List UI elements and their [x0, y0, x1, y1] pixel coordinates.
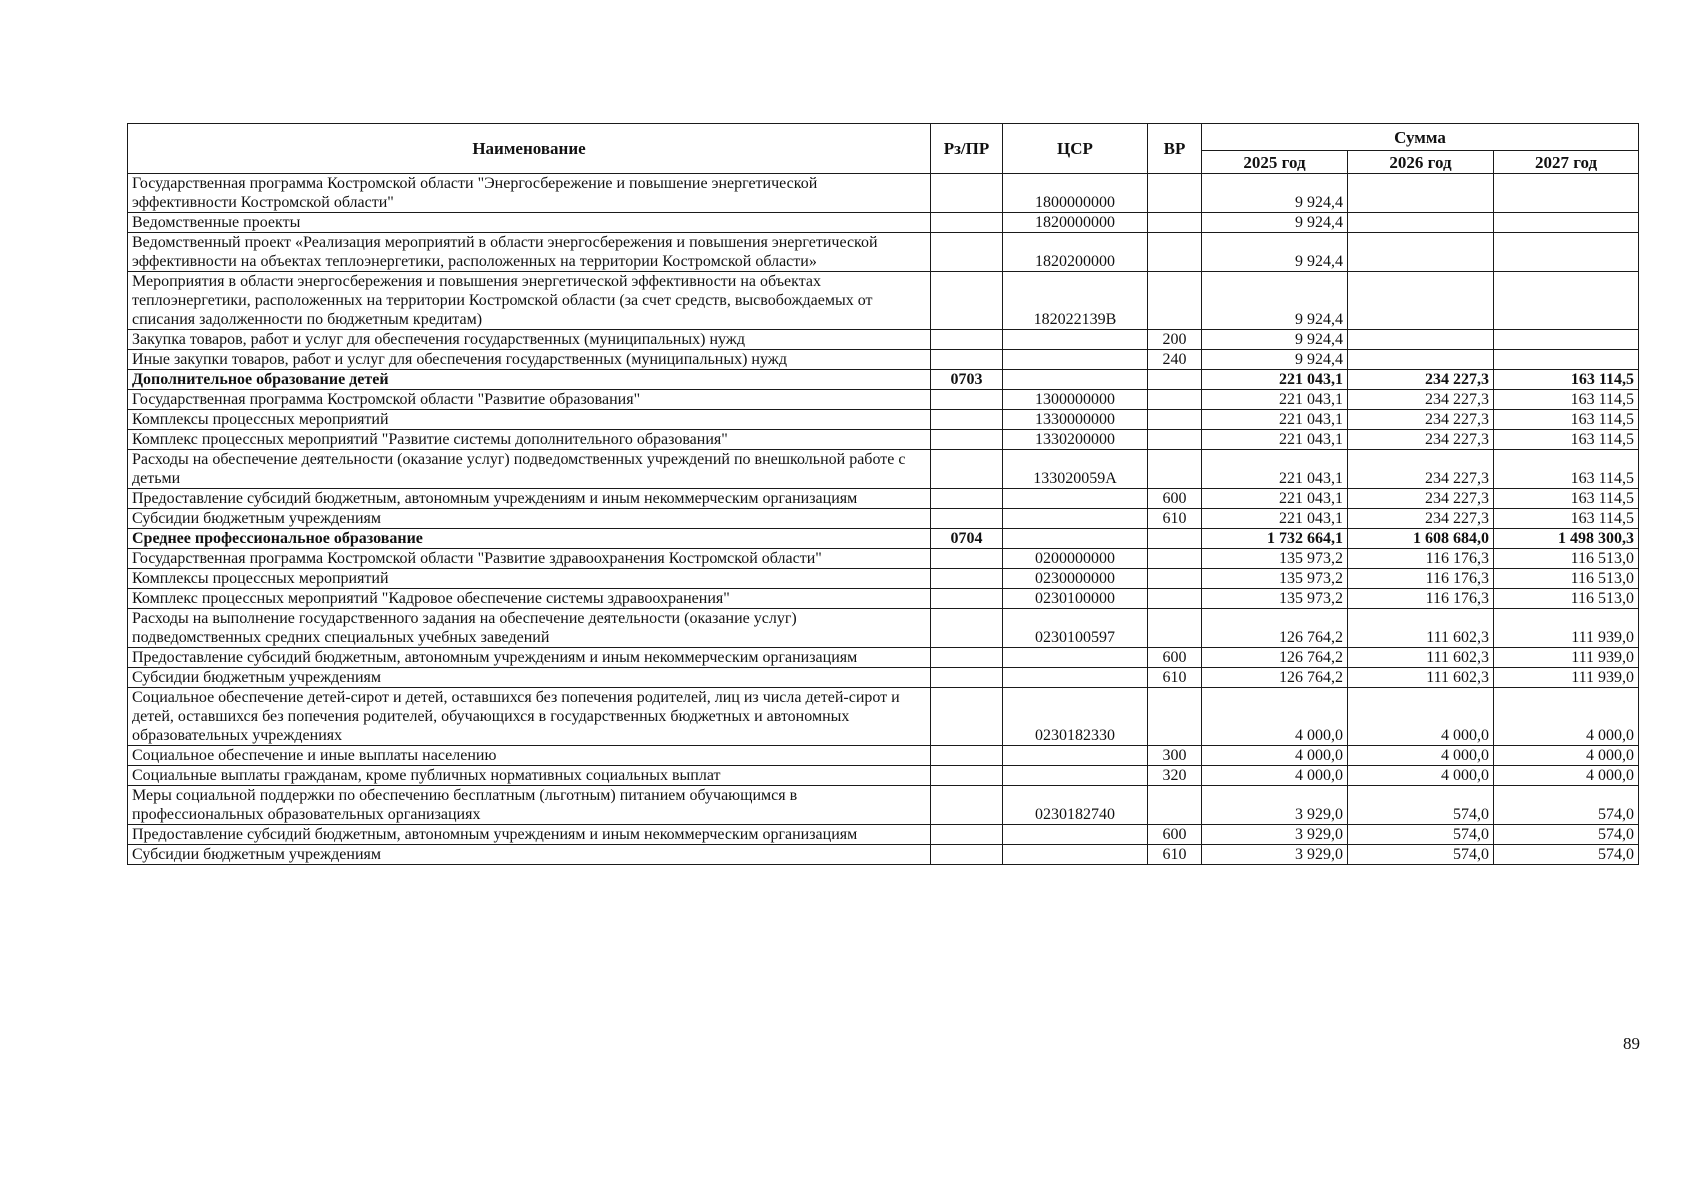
cell-name: Комплекс процессных мероприятий "Развитие системы дополнительного образования" — [128, 430, 931, 450]
cell-vr: 600 — [1148, 825, 1202, 845]
table-header — [128, 124, 1639, 174]
cell-2025: 221 043,1 — [1202, 509, 1348, 529]
cell-2026: 4 000,0 — [1348, 688, 1494, 746]
cell-2027: 116 513,0 — [1494, 549, 1639, 569]
cell-2025: 4 000,0 — [1202, 766, 1348, 786]
cell-2027: 4 000,0 — [1494, 766, 1639, 786]
cell-name: Субсидии бюджетным учреждениям — [128, 845, 931, 865]
cell-csr: 133020059А — [1003, 450, 1148, 489]
cell-2027 — [1494, 330, 1639, 350]
cell-vr — [1148, 233, 1202, 272]
cell-vr — [1148, 569, 1202, 589]
cell-2026: 1 608 684,0 — [1348, 529, 1494, 549]
cell-2026: 111 602,3 — [1348, 648, 1494, 668]
table-row — [128, 509, 1639, 529]
cell-rzpr — [931, 390, 1003, 410]
cell-rzpr — [931, 668, 1003, 688]
cell-2026 — [1348, 350, 1494, 370]
cell-2025: 9 924,4 — [1202, 174, 1348, 213]
cell-rzpr — [931, 489, 1003, 509]
table-row — [128, 272, 1639, 330]
cell-2025: 126 764,2 — [1202, 648, 1348, 668]
cell-2026: 574,0 — [1348, 786, 1494, 825]
cell-csr — [1003, 766, 1148, 786]
cell-rzpr — [931, 509, 1003, 529]
cell-2027 — [1494, 213, 1639, 233]
cell-name: Предоставление субсидий бюджетным, автономным учреждениям и иным некоммерческим организациям — [128, 489, 931, 509]
cell-2025: 135 973,2 — [1202, 569, 1348, 589]
cell-2027: 574,0 — [1494, 845, 1639, 865]
cell-rzpr: 0704 — [931, 529, 1003, 549]
cell-2027: 163 114,5 — [1494, 489, 1639, 509]
cell-name: Иные закупки товаров, работ и услуг для обеспечения государственных (муниципальных) нужд — [128, 350, 931, 370]
cell-2027 — [1494, 350, 1639, 370]
table-row — [128, 668, 1639, 688]
cell-2025: 9 924,4 — [1202, 233, 1348, 272]
cell-rzpr — [931, 272, 1003, 330]
cell-rzpr — [931, 450, 1003, 489]
cell-vr — [1148, 589, 1202, 609]
cell-csr: 1330200000 — [1003, 430, 1148, 450]
cell-2025: 9 924,4 — [1202, 350, 1348, 370]
cell-2026: 116 176,3 — [1348, 569, 1494, 589]
table-row — [128, 489, 1639, 509]
cell-2026 — [1348, 213, 1494, 233]
table-row — [128, 370, 1639, 390]
cell-2027 — [1494, 272, 1639, 330]
table-row — [128, 350, 1639, 370]
cell-vr: 600 — [1148, 489, 1202, 509]
cell-csr: 0230182740 — [1003, 786, 1148, 825]
cell-vr — [1148, 370, 1202, 390]
cell-name: Расходы на обеспечение деятельности (оказание услуг) подведомственных учреждений по внешкольной работе с детьми — [128, 450, 931, 489]
header-name: Наименование — [128, 124, 931, 174]
header-csr: ЦСР — [1003, 124, 1148, 174]
cell-2025: 3 929,0 — [1202, 825, 1348, 845]
cell-csr: 0230100597 — [1003, 609, 1148, 648]
cell-csr: 1820200000 — [1003, 233, 1148, 272]
cell-csr: 0200000000 — [1003, 549, 1148, 569]
cell-2026 — [1348, 233, 1494, 272]
cell-csr: 1800000000 — [1003, 174, 1148, 213]
cell-2025: 4 000,0 — [1202, 746, 1348, 766]
cell-name: Предоставление субсидий бюджетным, автономным учреждениям и иным некоммерческим организациям — [128, 648, 931, 668]
cell-2027: 4 000,0 — [1494, 746, 1639, 766]
header-vr: ВР — [1148, 124, 1202, 174]
table-row — [128, 845, 1639, 865]
cell-vr — [1148, 688, 1202, 746]
header-year-2027: 2027 год — [1494, 151, 1639, 174]
cell-name: Комплекс процессных мероприятий "Кадровое обеспечение системы здравоохранения" — [128, 589, 931, 609]
cell-rzpr — [931, 430, 1003, 450]
cell-2026: 234 227,3 — [1348, 410, 1494, 430]
cell-2026: 234 227,3 — [1348, 430, 1494, 450]
table-row — [128, 213, 1639, 233]
cell-csr — [1003, 370, 1148, 390]
cell-csr — [1003, 825, 1148, 845]
cell-vr — [1148, 609, 1202, 648]
cell-csr — [1003, 330, 1148, 350]
cell-name: Предоставление субсидий бюджетным, автономным учреждениям и иным некоммерческим организациям — [128, 825, 931, 845]
cell-2025: 126 764,2 — [1202, 668, 1348, 688]
cell-rzpr — [931, 688, 1003, 746]
cell-rzpr — [931, 330, 1003, 350]
cell-csr: 0230000000 — [1003, 569, 1148, 589]
cell-csr — [1003, 529, 1148, 549]
cell-name: Государственная программа Костромской области "Развитие образования" — [128, 390, 931, 410]
cell-rzpr — [931, 174, 1003, 213]
cell-2027: 116 513,0 — [1494, 569, 1639, 589]
cell-name: Субсидии бюджетным учреждениям — [128, 509, 931, 529]
cell-2025: 9 924,4 — [1202, 330, 1348, 350]
table-row — [128, 688, 1639, 746]
cell-2025: 3 929,0 — [1202, 845, 1348, 865]
cell-rzpr — [931, 350, 1003, 370]
cell-2027: 574,0 — [1494, 825, 1639, 845]
cell-csr: 1820000000 — [1003, 213, 1148, 233]
cell-vr — [1148, 529, 1202, 549]
cell-2025: 221 043,1 — [1202, 410, 1348, 430]
cell-2027: 574,0 — [1494, 786, 1639, 825]
cell-2026: 116 176,3 — [1348, 549, 1494, 569]
table-row — [128, 825, 1639, 845]
table-row — [128, 450, 1639, 489]
cell-2025: 126 764,2 — [1202, 609, 1348, 648]
cell-csr — [1003, 845, 1148, 865]
cell-name: Расходы на выполнение государственного задания на обеспечение деятельности (оказание услуг) подведомственных средних специальных учебных заведений — [128, 609, 931, 648]
cell-2025: 9 924,4 — [1202, 213, 1348, 233]
cell-vr — [1148, 272, 1202, 330]
cell-2025: 1 732 664,1 — [1202, 529, 1348, 549]
cell-2026: 234 227,3 — [1348, 509, 1494, 529]
cell-2027: 163 114,5 — [1494, 370, 1639, 390]
cell-2025: 9 924,4 — [1202, 272, 1348, 330]
cell-rzpr — [931, 213, 1003, 233]
cell-vr: 610 — [1148, 668, 1202, 688]
cell-2026 — [1348, 330, 1494, 350]
table-body — [128, 174, 1639, 865]
cell-csr: 182022139В — [1003, 272, 1148, 330]
cell-csr — [1003, 648, 1148, 668]
header-sum: Сумма — [1202, 124, 1639, 151]
cell-name: Государственная программа Костромской области "Энергосбережение и повышение энергетической эффективности Костромской области" — [128, 174, 931, 213]
cell-rzpr — [931, 746, 1003, 766]
table-row — [128, 410, 1639, 430]
cell-2027: 111 939,0 — [1494, 668, 1639, 688]
cell-vr — [1148, 213, 1202, 233]
cell-name: Социальное обеспечение детей-сирот и детей, оставшихся без попечения родителей, лиц из числа детей-сирот и детей, оставшихся без попечения родителей, обучающихся в государственных бюджетных и автономных образовательных учреждениях — [128, 688, 931, 746]
cell-vr — [1148, 390, 1202, 410]
cell-name: Дополнительное образование детей — [128, 370, 931, 390]
table-row — [128, 589, 1639, 609]
table-row — [128, 174, 1639, 213]
cell-2027: 163 114,5 — [1494, 430, 1639, 450]
cell-2027: 163 114,5 — [1494, 390, 1639, 410]
cell-2027: 111 939,0 — [1494, 648, 1639, 668]
cell-2026: 234 227,3 — [1348, 489, 1494, 509]
cell-2027: 163 114,5 — [1494, 450, 1639, 489]
cell-rzpr — [931, 825, 1003, 845]
cell-name: Ведомственные проекты — [128, 213, 931, 233]
header-year-2026: 2026 год — [1348, 151, 1494, 174]
cell-name: Комплексы процессных мероприятий — [128, 569, 931, 589]
cell-2026 — [1348, 272, 1494, 330]
table-row — [128, 430, 1639, 450]
cell-2027 — [1494, 174, 1639, 213]
cell-vr — [1148, 786, 1202, 825]
cell-2027: 116 513,0 — [1494, 589, 1639, 609]
cell-2027: 163 114,5 — [1494, 410, 1639, 430]
table-row — [128, 529, 1639, 549]
cell-vr — [1148, 410, 1202, 430]
cell-2026: 111 602,3 — [1348, 609, 1494, 648]
cell-rzpr — [931, 589, 1003, 609]
table-row — [128, 549, 1639, 569]
cell-rzpr — [931, 549, 1003, 569]
cell-vr: 610 — [1148, 845, 1202, 865]
cell-name: Ведомственный проект «Реализация мероприятий в области энергосбережения и повышения энергетической эффективности на объектах теплоэнергетики, расположенных на территории Костромской области» — [128, 233, 931, 272]
page-number: 89 — [1623, 1034, 1640, 1053]
cell-name: Закупка товаров, работ и услуг для обеспечения государственных (муниципальных) нужд — [128, 330, 931, 350]
cell-rzpr — [931, 648, 1003, 668]
cell-name: Субсидии бюджетным учреждениям — [128, 668, 931, 688]
cell-2026: 234 227,3 — [1348, 390, 1494, 410]
cell-2025: 135 973,2 — [1202, 589, 1348, 609]
table-row — [128, 746, 1639, 766]
cell-vr: 600 — [1148, 648, 1202, 668]
cell-vr — [1148, 430, 1202, 450]
cell-vr: 300 — [1148, 746, 1202, 766]
cell-csr — [1003, 746, 1148, 766]
cell-2027: 111 939,0 — [1494, 609, 1639, 648]
cell-2027 — [1494, 233, 1639, 272]
cell-csr — [1003, 668, 1148, 688]
cell-vr — [1148, 450, 1202, 489]
cell-name: Меры социальной поддержки по обеспечению бесплатным (льготным) питанием обучающимся в профессиональных образовательных организациях — [128, 786, 931, 825]
header-rzpr: Рз/ПР — [931, 124, 1003, 174]
table-row — [128, 390, 1639, 410]
cell-vr — [1148, 174, 1202, 213]
cell-2026: 111 602,3 — [1348, 668, 1494, 688]
cell-2026: 574,0 — [1348, 825, 1494, 845]
cell-rzpr — [931, 233, 1003, 272]
cell-rzpr — [931, 569, 1003, 589]
cell-csr — [1003, 350, 1148, 370]
table-row — [128, 786, 1639, 825]
cell-vr: 200 — [1148, 330, 1202, 350]
cell-rzpr: 0703 — [931, 370, 1003, 390]
cell-csr — [1003, 489, 1148, 509]
cell-rzpr — [931, 786, 1003, 825]
cell-2026: 4 000,0 — [1348, 746, 1494, 766]
cell-name: Государственная программа Костромской области "Развитие здравоохранения Костромской области" — [128, 549, 931, 569]
cell-2025: 4 000,0 — [1202, 688, 1348, 746]
cell-vr: 610 — [1148, 509, 1202, 529]
cell-2025: 221 043,1 — [1202, 450, 1348, 489]
table-row — [128, 609, 1639, 648]
cell-name: Социальное обеспечение и иные выплаты населению — [128, 746, 931, 766]
cell-name: Социальные выплаты гражданам, кроме публичных нормативных социальных выплат — [128, 766, 931, 786]
cell-2025: 135 973,2 — [1202, 549, 1348, 569]
cell-rzpr — [931, 766, 1003, 786]
table-row — [128, 766, 1639, 786]
cell-rzpr — [931, 410, 1003, 430]
table-row — [128, 648, 1639, 668]
cell-2025: 221 043,1 — [1202, 370, 1348, 390]
cell-2026 — [1348, 174, 1494, 213]
header-year-2025: 2025 год — [1202, 151, 1348, 174]
cell-2025: 221 043,1 — [1202, 489, 1348, 509]
cell-2026: 234 227,3 — [1348, 450, 1494, 489]
cell-vr: 240 — [1148, 350, 1202, 370]
table-row — [128, 569, 1639, 589]
cell-csr: 0230100000 — [1003, 589, 1148, 609]
cell-2025: 221 043,1 — [1202, 390, 1348, 410]
cell-2027: 163 114,5 — [1494, 509, 1639, 529]
cell-2027: 1 498 300,3 — [1494, 529, 1639, 549]
cell-name: Комплексы процессных мероприятий — [128, 410, 931, 430]
budget-table — [127, 123, 1639, 865]
cell-csr: 1330000000 — [1003, 410, 1148, 430]
cell-2026: 234 227,3 — [1348, 370, 1494, 390]
cell-2026: 116 176,3 — [1348, 589, 1494, 609]
cell-name: Мероприятия в области энергосбережения и повышения энергетической эффективности на объектах теплоэнергетики, расположенных на территории Костромской области (за счет средств, высвобождаемых от списания задолженности по бюджетным кредитам) — [128, 272, 931, 330]
cell-2027: 4 000,0 — [1494, 688, 1639, 746]
cell-csr: 0230182330 — [1003, 688, 1148, 746]
cell-name: Среднее профессиональное образование — [128, 529, 931, 549]
cell-rzpr — [931, 609, 1003, 648]
cell-csr: 1300000000 — [1003, 390, 1148, 410]
table-row — [128, 233, 1639, 272]
cell-2026: 574,0 — [1348, 845, 1494, 865]
cell-2025: 221 043,1 — [1202, 430, 1348, 450]
cell-vr — [1148, 549, 1202, 569]
table-row — [128, 330, 1639, 350]
cell-2026: 4 000,0 — [1348, 766, 1494, 786]
cell-2025: 3 929,0 — [1202, 786, 1348, 825]
cell-csr — [1003, 509, 1148, 529]
cell-rzpr — [931, 845, 1003, 865]
cell-vr: 320 — [1148, 766, 1202, 786]
